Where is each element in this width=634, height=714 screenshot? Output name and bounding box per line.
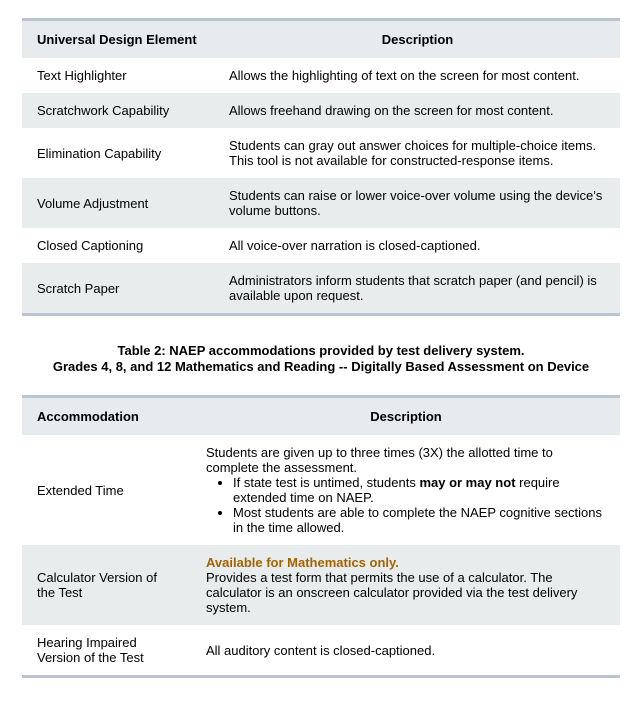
bullet1-pre: If state test is untimed, students xyxy=(233,475,420,490)
naep-accommodations-table xyxy=(22,395,620,678)
table2-row2-desc xyxy=(191,545,620,625)
universal-design-elements-table xyxy=(22,18,620,316)
table2-caption xyxy=(22,343,620,375)
table2-row3-desc: All auditory content is closed-captioned. xyxy=(206,642,436,658)
calculator-availability-note: Available for Mathematics only. xyxy=(206,555,399,570)
extended-time-bullets xyxy=(206,475,606,535)
table-row xyxy=(22,263,620,315)
table1-row3-term: Elimination Capability xyxy=(37,145,162,161)
table-row xyxy=(22,58,620,93)
list-item xyxy=(233,475,606,505)
bullet1-bold: may or may not xyxy=(419,475,516,490)
table2-row1-term: Extended Time xyxy=(37,482,124,498)
list-item xyxy=(233,505,606,535)
table1-header-row xyxy=(22,20,620,59)
table1-row4-desc: Students can raise or lower voice-over volume using the device’s volume buttons. xyxy=(214,178,620,228)
table2-row3-term: Hearing Impaired Version of the Test xyxy=(37,635,144,665)
table1-header-description: Description xyxy=(214,20,620,59)
extended-time-intro: Students are given up to three times (3X) the allotted time to complete the assessment. xyxy=(206,445,553,475)
bullet2-pre: Most students are able to complete the NAEP cognitive sections in the time allowed. xyxy=(233,505,603,535)
table2-header-description: Description xyxy=(191,397,620,436)
table1-row6-desc: Administrators inform students that scratch paper (and pencil) is available upon request. xyxy=(214,263,620,315)
table2-header-row xyxy=(22,397,620,436)
table1-row3-desc: Students can gray out answer choices for multiple-choice items. This tool is not available for constructed-response items. xyxy=(229,138,597,168)
table1-row2-desc: Allows freehand drawing on the screen for most content. xyxy=(214,93,620,128)
table2-row1-desc xyxy=(191,435,620,545)
table1-header xyxy=(22,20,620,59)
table1-row2-term: Scratchwork Capability xyxy=(22,93,214,128)
table-row xyxy=(22,128,620,178)
table-row xyxy=(22,545,620,625)
table-row xyxy=(22,435,620,545)
table1-row4-term: Volume Adjustment xyxy=(22,178,214,228)
table1-header-element: Universal Design Element xyxy=(22,20,214,59)
bullet1-post: require extended time on NAEP. xyxy=(233,475,560,505)
table2-caption-line1: Table 2: NAEP accommodations provided by test delivery system. xyxy=(117,343,525,358)
table2-header-accommodation: Accommodation xyxy=(22,397,191,436)
table-row xyxy=(22,625,620,677)
table2-header xyxy=(22,397,620,436)
table1-row6-term: Scratch Paper xyxy=(22,263,214,315)
table1-row1-desc: Allows the highlighting of text on the screen for most content. xyxy=(229,68,580,83)
table2-row2-term: Calculator Version of the Test xyxy=(22,545,191,625)
table2-caption-line2: Grades 4, 8, and 12 Mathematics and Reading -- Digitally Based Assessment on Device xyxy=(52,359,590,374)
table-row xyxy=(22,178,620,228)
table-row xyxy=(22,228,620,263)
table-row xyxy=(22,93,620,128)
table1-row1-term: Text Highlighter xyxy=(37,68,127,83)
calculator-desc-body: Provides a test form that permits the use of a calculator. The calculator is an onscreen calculator provided via the test delivery system. xyxy=(206,570,578,615)
table1-row5-desc: All voice-over narration is closed-captioned. xyxy=(229,238,481,253)
table1-row5-term: Closed Captioning xyxy=(37,238,144,253)
